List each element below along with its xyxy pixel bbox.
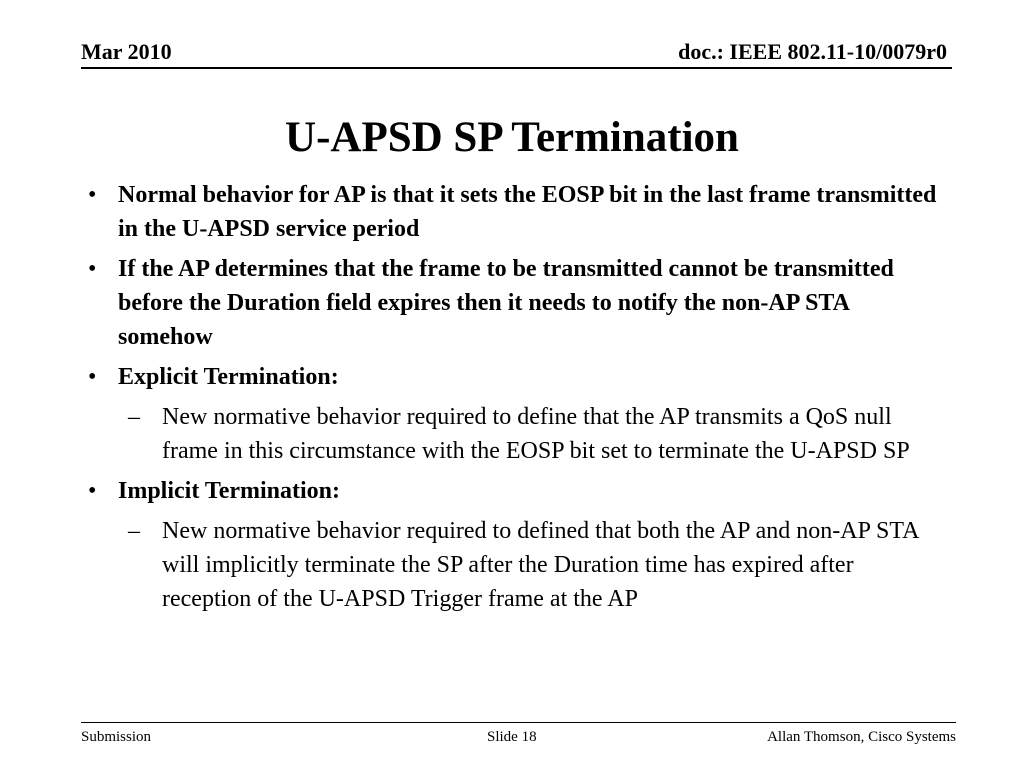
dash-marker: – — [128, 518, 140, 544]
footer-divider — [81, 722, 956, 723]
bullet-text: Implicit Termination: — [118, 478, 341, 504]
bullet-text: Explicit Termination: — [118, 364, 339, 390]
sub-bullet-item — [82, 400, 942, 468]
bullet-item — [82, 474, 942, 508]
bullet-marker: • — [88, 256, 97, 282]
header-document-id: doc.: IEEE 802.11-10/0079r0 — [678, 39, 947, 64]
dash-marker: – — [128, 404, 140, 430]
bullet-marker: • — [88, 364, 97, 390]
bullet-item — [82, 252, 942, 354]
header-date: Mar 2010 — [81, 39, 172, 64]
bullet-text: Normal behavior for AP is that it sets the EOSP bit in the last frame transmitted in the U-APSD service period — [118, 182, 937, 242]
sub-bullet-text: New normative behavior required to defined that both the AP and non-AP STA will implicitly terminate the SP after the Duration time has expired after reception of the U-APSD Trigger frame at the AP — [162, 518, 919, 612]
bullet-item — [82, 178, 942, 246]
footer-submission: Submission — [81, 729, 152, 745]
footer-slide-number: Slide 18 — [487, 729, 537, 745]
bullet-text: If the AP determines that the frame to be transmitted cannot be transmitted before the Duration field expires then it needs to notify the non-AP STA somehow — [118, 256, 894, 350]
sub-bullet-item — [82, 514, 942, 616]
footer-author: Allan Thomson, Cisco Systems — [767, 729, 956, 745]
bullet-item — [82, 360, 942, 394]
slide-body — [82, 178, 942, 622]
header-divider — [81, 67, 952, 69]
bullet-marker: • — [88, 182, 97, 208]
slide-title: U-APSD SP Termination — [285, 114, 739, 161]
sub-bullet-text: New normative behavior required to define that the AP transmits a QoS null frame in this circumstance with the EOSP bit set to terminate the U-APSD SP — [162, 404, 910, 464]
bullet-marker: • — [88, 478, 97, 504]
